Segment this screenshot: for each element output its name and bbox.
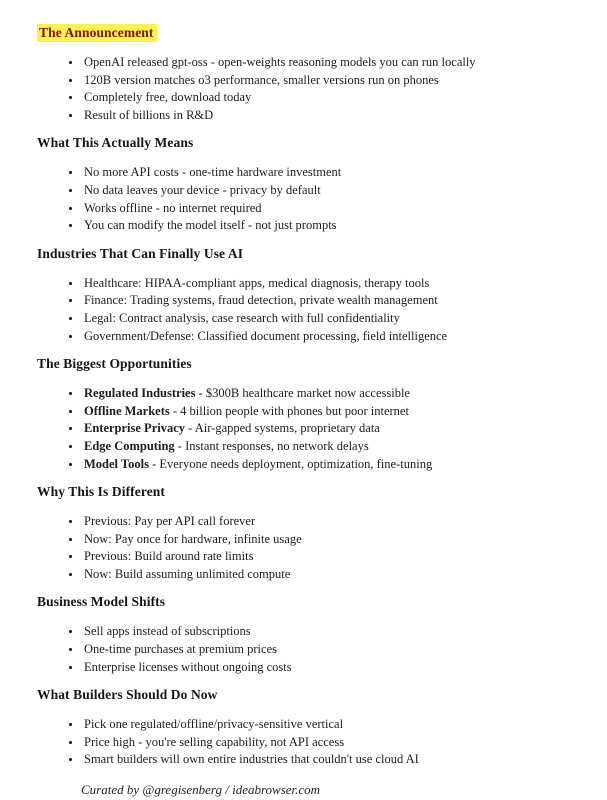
list-item-text: Smart builders will own entire industries that couldn't use cloud AI xyxy=(84,752,419,767)
document-section xyxy=(37,594,569,676)
list-item-text: You can modify the model itself - not just prompts xyxy=(84,218,337,233)
list-item-text: Government/Defense: Classified document processing, field intelligence xyxy=(84,328,448,343)
bullet-list xyxy=(37,385,569,473)
list-item xyxy=(82,659,569,677)
list-item xyxy=(82,734,569,752)
list-item xyxy=(82,513,569,531)
list-item xyxy=(82,164,569,182)
section-heading xyxy=(37,484,569,500)
list-item xyxy=(82,310,569,328)
list-item-bold-lead: Enterprise Privacy xyxy=(84,421,186,436)
document-section xyxy=(37,687,569,769)
list-item-text: Sell apps instead of subscriptions xyxy=(84,624,251,639)
list-item-text: No data leaves your device - privacy by default xyxy=(84,182,321,197)
section-heading-text: Business Model Shifts xyxy=(37,594,166,610)
list-item-text: - Instant responses, no network delays xyxy=(174,438,369,453)
section-heading xyxy=(37,135,569,151)
list-item-text: Legal: Contract analysis, case research with full confidentiality xyxy=(84,310,400,325)
list-item-text: Now: Build assuming unlimited compute xyxy=(84,566,291,581)
list-item-bold-lead: Model Tools xyxy=(84,456,149,471)
list-item-text: Price high - you're selling capability, not API access xyxy=(84,734,345,749)
list-item xyxy=(82,751,569,769)
bullet-list xyxy=(37,54,569,124)
list-item-text: OpenAI released gpt-oss - open-weights reasoning models you can run locally xyxy=(84,55,476,69)
list-item xyxy=(82,72,569,90)
list-item-text: - $300B healthcare market now accessible xyxy=(195,386,410,401)
list-item xyxy=(82,420,569,438)
list-item xyxy=(82,54,569,72)
bullet-list xyxy=(37,623,569,676)
list-item xyxy=(82,623,569,641)
section-heading-text: The Biggest Opportunities xyxy=(37,356,192,372)
list-item-text: No more API costs - one-time hardware investment xyxy=(84,165,342,180)
list-item-text: Works offline - no internet required xyxy=(84,200,262,215)
list-item-text: - Air-gapped systems, proprietary data xyxy=(185,421,380,436)
document-section xyxy=(37,356,569,473)
list-item xyxy=(82,275,569,293)
list-item xyxy=(82,403,569,421)
bullet-list xyxy=(37,513,569,583)
list-item-text: Enterprise licenses without ongoing costs xyxy=(84,659,292,674)
document-section xyxy=(37,135,569,234)
list-item xyxy=(82,182,569,200)
list-item-text: Previous: Build around rate limits xyxy=(84,549,254,564)
list-item xyxy=(82,328,569,346)
list-item xyxy=(82,217,569,235)
list-item-text: Now: Pay once for hardware, infinite usage xyxy=(84,531,302,546)
section-heading xyxy=(37,687,569,703)
list-item xyxy=(82,548,569,566)
list-item xyxy=(82,566,569,584)
section-heading xyxy=(37,246,569,262)
list-item-bold-lead: Offline Markets xyxy=(84,403,170,418)
section-heading-text: Why This Is Different xyxy=(37,484,165,500)
list-item xyxy=(82,385,569,403)
list-item-text: Pick one regulated/offline/privacy-sensitive vertical xyxy=(84,717,344,732)
footer-credit: Curated by @gregisenberg / ideabrowser.com xyxy=(81,782,321,798)
list-item xyxy=(82,531,569,549)
bullet-list xyxy=(37,275,569,345)
list-item-bold-lead: Edge Computing xyxy=(84,438,175,453)
bullet-list xyxy=(37,716,569,769)
list-item-text: Previous: Pay per API call forever xyxy=(84,514,256,529)
list-item-text: 120B version matches o3 performance, smaller versions run on phones xyxy=(84,72,439,87)
list-item xyxy=(82,716,569,734)
list-item xyxy=(82,438,569,456)
list-item xyxy=(82,200,569,218)
section-heading xyxy=(37,25,569,41)
list-item xyxy=(82,292,569,310)
list-item xyxy=(82,456,569,474)
list-item-text: Completely free, download today xyxy=(84,90,252,105)
section-heading-text: What Builders Should Do Now xyxy=(37,687,218,703)
section-heading xyxy=(37,594,569,610)
bullet-list xyxy=(37,164,569,234)
document-section xyxy=(37,246,569,345)
document-section xyxy=(37,484,569,583)
list-item-text: One-time purchases at premium prices xyxy=(84,642,277,657)
list-item-text: Result of billions in R&D xyxy=(84,107,214,122)
list-item-text: Healthcare: HIPAA-compliant apps, medical diagnosis, therapy tools xyxy=(84,275,430,290)
list-item xyxy=(82,107,569,125)
document-section xyxy=(37,25,569,124)
list-item-text: Finance: Trading systems, fraud detection, private wealth management xyxy=(84,293,438,308)
list-item xyxy=(82,641,569,659)
section-heading-text: Industries That Can Finally Use AI xyxy=(37,245,244,261)
list-item-text: - Everyone needs deployment, optimization, fine-tuning xyxy=(148,456,433,471)
section-heading xyxy=(37,356,569,372)
document-sections xyxy=(37,25,569,769)
section-heading-text: The Announcement xyxy=(37,24,157,42)
section-heading-text: What This Actually Means xyxy=(37,135,194,151)
list-item-bold-lead: Regulated Industries xyxy=(84,386,196,401)
list-item xyxy=(82,89,569,107)
list-item-text: - 4 billion people with phones but poor internet xyxy=(169,403,409,418)
